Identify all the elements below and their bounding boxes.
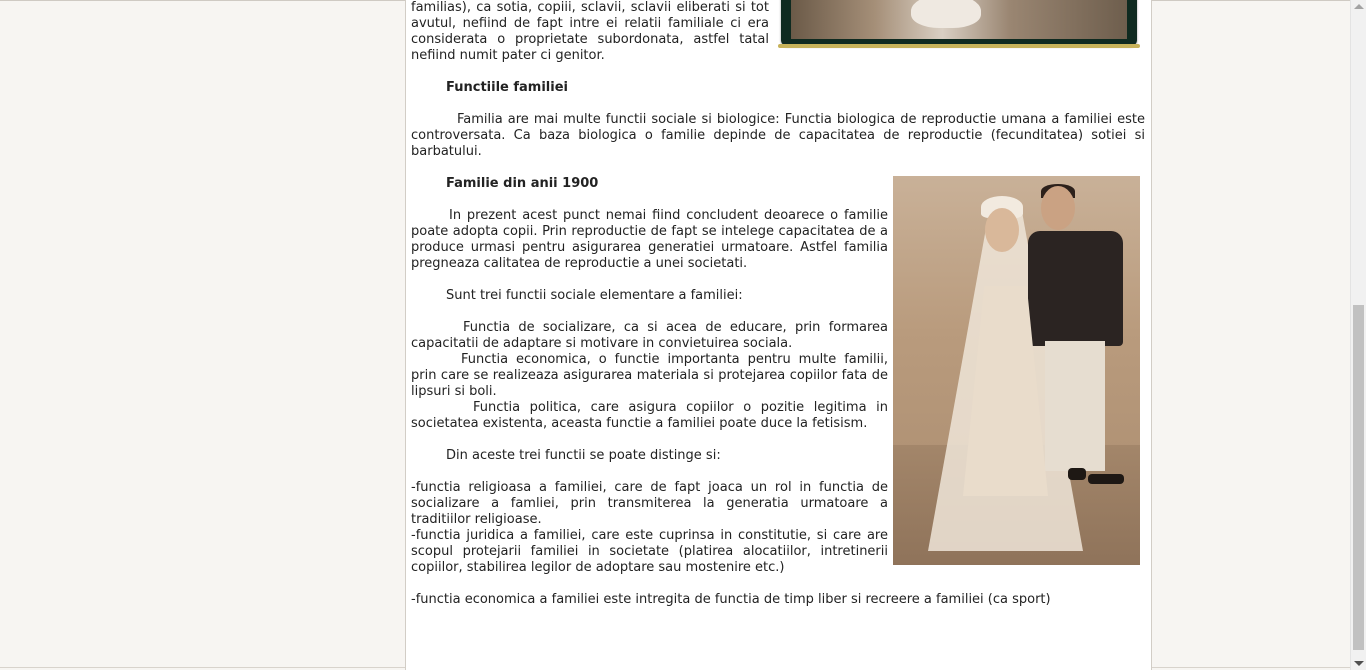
article-page — [405, 0, 1152, 670]
scrollbar-thumb[interactable] — [1353, 305, 1364, 650]
scroll-down-arrow-icon[interactable] — [1354, 661, 1364, 666]
religious-function: -functia religioasa a familiei, care de fapt joaca un rol in functia de socializare a famliei, prin transmiterea la generatia urmatoare a traditiilor religioase. — [411, 480, 888, 527]
function-political: Functia politica, care asigura copiilor o pozitie legitima in societatea existenta, aceasta functie a familiei poate duce la fetisism. — [411, 400, 888, 431]
intro-paragraph: familias), ca sotia, copiii, sclavii, sclavii eliberati si tot avutul, nefiind de fapt intre ei relatii familiale ci era considerata o proprietate subordonata, astfel tatal nefiind numit pater ci genitor. — [411, 0, 769, 63]
function-socialization: Functia de socializare, ca si acea de educare, prin formarea capacitatii de adaptare si motivare in convietuirea sociala. — [411, 320, 888, 351]
heading-functions: Functiile familiei — [446, 80, 568, 95]
family-photo-top — [781, 0, 1137, 46]
heading-1900: Familie din anii 1900 — [446, 176, 599, 191]
functions-paragraph: Familia are mai multe functii sociale si biologice: Functia biologica de reproductie umana a familiei este controversata. Ca baza biologica o familie depinde de capacitatea de reproductie (fecunditatea) sotiei si barbatului. — [411, 112, 1145, 159]
wedding-photo-1900 — [893, 176, 1140, 565]
article-content — [411, 0, 1145, 624]
juridical-function: -functia juridica a familiei, care este cuprinsa in constitutie, si care are scopul protejarii familiei in societate (platirea alocatiilor, intretinerii copiilor, stabilirea legilor de adoptare sau mostenire etc.) — [411, 528, 888, 575]
three-functions-intro: Sunt trei functii sociale elementare a familiei: — [446, 288, 743, 303]
scroll-up-arrow-icon[interactable] — [1354, 4, 1364, 9]
economic-leisure-function: -functia economica a familiei este intregita de functia de timp liber si recreere a familiei (ca sport) — [411, 592, 1051, 607]
vertical-scrollbar[interactable] — [1350, 0, 1366, 670]
function-economic: Functia economica, o functie importanta pentru multe familii, prin care se realizeaza asigurarea materiala si protejarea copiilor fata de lipsuri si boli. — [411, 352, 888, 399]
distinguish-line: Din aceste trei functii se poate distinge si: — [446, 448, 721, 463]
present-paragraph: In prezent acest punct nemai fiind concludent deoarece o familie poate adopta copii. Prin reproductie de fapt se intelege capacitatea de a produce urmasi pentru asigurarea generatiei urmatoare. Astfel familia pregneaza calitatea de reproductie a unei societati. — [411, 208, 888, 271]
